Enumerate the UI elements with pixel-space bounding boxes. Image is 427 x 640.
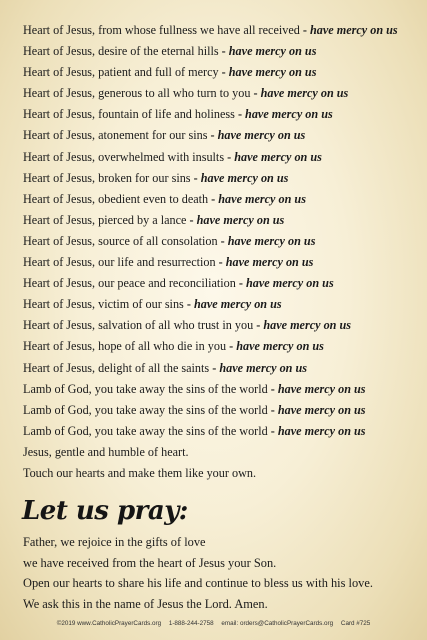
litany-line xyxy=(23,125,423,146)
dash: - xyxy=(183,297,194,312)
litany-line xyxy=(23,147,423,168)
dash: - xyxy=(190,170,201,185)
dash: - xyxy=(226,339,237,354)
response: have mercy on us xyxy=(310,23,398,37)
response: have mercy on us xyxy=(246,276,334,291)
response: have mercy on us xyxy=(225,255,314,270)
invocation: Heart of Jesus, obedient even to death xyxy=(23,191,209,206)
dash: - xyxy=(267,402,278,417)
footer-copyright: ©2019 www.CatholicPrayerCards.org xyxy=(56,620,162,627)
litany-line xyxy=(23,104,423,125)
invocation: Jesus, gentle and humble of heart. xyxy=(23,444,189,459)
invocation: Heart of Jesus, pierced by a lance xyxy=(23,212,187,227)
litany-line xyxy=(23,421,423,442)
invocation: Heart of Jesus, from whose fullness we have all received xyxy=(23,23,300,37)
response: have mercy on us xyxy=(236,339,324,354)
response: have mercy on us xyxy=(200,170,289,185)
litany-line xyxy=(23,463,423,484)
dash: - xyxy=(250,86,261,101)
invocation: Heart of Jesus, our life and resurrection xyxy=(23,255,216,270)
litany-line xyxy=(23,273,423,294)
dash: - xyxy=(224,149,235,164)
dash: - xyxy=(234,107,246,122)
litany-line xyxy=(23,400,423,421)
prayer-line: We ask this in the name of Jesus the Lord. Amen. xyxy=(23,596,268,611)
response: have mercy on us xyxy=(260,86,349,101)
invocation: Heart of Jesus, fountain of life and holiness xyxy=(23,107,235,122)
dash: - xyxy=(218,65,229,80)
response: have mercy on us xyxy=(263,318,352,333)
dash: - xyxy=(253,318,264,333)
invocation: Lamb of God, you take away the sins of the world xyxy=(23,402,268,417)
response: have mercy on us xyxy=(218,191,306,206)
prayer-line: we have received from the heart of Jesus your Son. xyxy=(23,555,277,570)
footer-phone: 1-888-244-2758 xyxy=(168,620,214,627)
response: have mercy on us xyxy=(277,423,366,438)
invocation: Heart of Jesus, source of all consolation xyxy=(23,233,218,248)
litany-line xyxy=(23,315,423,336)
litany-line xyxy=(23,358,423,379)
invocation: Touch our hearts and make them like your own. xyxy=(23,465,257,480)
litany-line xyxy=(23,189,423,210)
litany-line xyxy=(23,20,423,41)
response: have mercy on us xyxy=(193,297,282,312)
response: have mercy on us xyxy=(196,212,285,227)
response: have mercy on us xyxy=(228,65,317,80)
litany-line xyxy=(23,62,423,83)
dash: - xyxy=(299,23,310,37)
dash: - xyxy=(267,423,278,438)
response: have mercy on us xyxy=(277,402,366,417)
dash: - xyxy=(207,128,218,143)
invocation: Heart of Jesus, generous to all who turn to you xyxy=(23,86,251,101)
litany-line xyxy=(23,41,423,62)
invocation: Heart of Jesus, hope of all who die in you xyxy=(23,339,227,354)
invocation: Heart of Jesus, overwhelmed with insults xyxy=(23,149,225,164)
invocation: Heart of Jesus, our peace and reconciliation xyxy=(23,276,236,291)
prayer-heading: Let us pray: xyxy=(22,496,188,526)
invocation: Heart of Jesus, salvation of all who trust in you xyxy=(23,318,254,333)
invocation: Heart of Jesus, patient and full of mercy xyxy=(23,65,219,80)
dash: - xyxy=(208,191,219,206)
invocation: Lamb of God, you take away the sins of the world xyxy=(23,423,268,438)
litany-line xyxy=(23,252,423,273)
invocation: Heart of Jesus, broken for our sins xyxy=(23,170,191,185)
invocation: Heart of Jesus, desire of the eternal hills xyxy=(23,44,219,59)
footer-email: email: orders@CatholicPrayerCards.org xyxy=(221,620,334,627)
litany-line xyxy=(23,83,423,104)
litany-line xyxy=(23,336,423,357)
prayer-line: Open our hearts to share his life and continue to bless us with his love. xyxy=(23,576,373,591)
litany-line xyxy=(23,294,423,315)
closing-prayer xyxy=(23,532,423,614)
dash: - xyxy=(235,276,247,291)
invocation: Heart of Jesus, victim of our sins xyxy=(23,297,184,312)
response: have mercy on us xyxy=(227,233,316,248)
litany-line xyxy=(23,231,423,252)
litany-line xyxy=(23,442,423,463)
invocation: Lamb of God, you take away the sins of the world xyxy=(23,381,268,396)
invocation: Heart of Jesus, atonement for our sins xyxy=(23,128,208,143)
footer-card-number: Card #725 xyxy=(340,620,371,627)
response: have mercy on us xyxy=(228,44,317,59)
response: have mercy on us xyxy=(277,381,366,396)
response: have mercy on us xyxy=(245,107,333,122)
footer xyxy=(0,620,427,627)
litany-line xyxy=(23,210,423,231)
response: have mercy on us xyxy=(217,128,306,143)
dash: - xyxy=(218,44,229,59)
litany-line xyxy=(23,379,423,400)
response: have mercy on us xyxy=(234,149,322,164)
dash: - xyxy=(209,360,220,375)
dash: - xyxy=(215,255,226,270)
litany xyxy=(23,20,423,484)
dash: - xyxy=(267,381,278,396)
dash: - xyxy=(217,233,228,248)
litany-line xyxy=(23,168,423,189)
invocation: Heart of Jesus, delight of all the saints xyxy=(23,360,210,375)
dash: - xyxy=(186,212,197,227)
prayer-line: Father, we rejoice in the gifts of love xyxy=(23,535,206,549)
response: have mercy on us xyxy=(219,360,308,375)
